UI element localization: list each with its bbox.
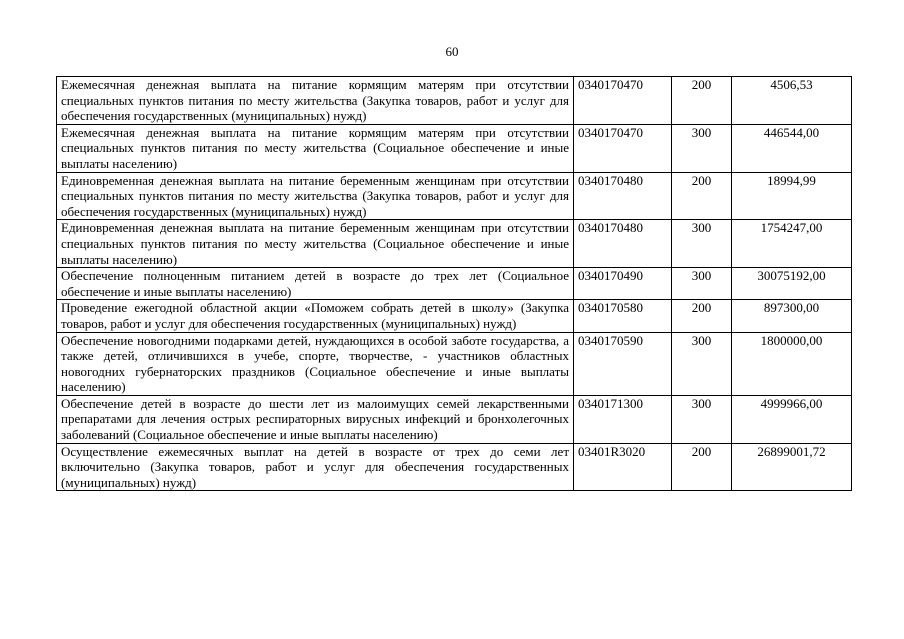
row-amount: 4999966,00 [732, 395, 852, 443]
row-expense-type: 200 [672, 77, 732, 125]
page-number: 60 [445, 44, 459, 59]
row-amount: 30075192,00 [732, 268, 852, 300]
row-target-code: 0340170470 [574, 77, 672, 125]
table-row [57, 300, 852, 332]
row-amount: 1754247,00 [732, 220, 852, 268]
row-description: Проведение ежегодной областной акции «Поможем собрать детей в школу» (Закупка товаров, работ и услуг для обеспечения государственных (муниципальных) нужд) [57, 300, 574, 332]
row-expense-type: 200 [672, 300, 732, 332]
row-target-code: 0340170580 [574, 300, 672, 332]
row-amount: 26899001,72 [732, 443, 852, 491]
row-target-code: 0340170480 [574, 220, 672, 268]
row-amount: 18994,99 [732, 172, 852, 220]
row-expense-type: 300 [672, 268, 732, 300]
row-expense-type: 200 [672, 443, 732, 491]
row-expense-type: 300 [672, 220, 732, 268]
table-row [57, 268, 852, 300]
row-target-code: 0340170470 [574, 124, 672, 172]
table-row [57, 172, 852, 220]
table-row [57, 77, 852, 125]
row-description: Обеспечение полноценным питанием детей в возрасте до трех лет (Социальное обеспечение и иные выплаты населению) [57, 268, 574, 300]
budget-table [56, 76, 852, 491]
row-description: Ежемесячная денежная выплата на питание кормящим матерям при отсутствии специальных пунктов питания по месту жительства (Закупка товаров, работ и услуг для обеспечения государственных (муниципальных) нужд) [57, 77, 574, 125]
row-description: Единовременная денежная выплата на питание беременным женщинам при отсутствии специальных пунктов питания по месту жительства (Социальное обеспечение и иные выплаты населению) [57, 220, 574, 268]
row-description: Обеспечение детей в возрасте до шести лет из малоимущих семей лекарственными препаратами для лечения острых респираторных вирусных инфекций и бронхолегочных заболеваний (Социальное обеспечение и иные выплаты населению) [57, 395, 574, 443]
row-target-code: 0340170490 [574, 268, 672, 300]
row-expense-type: 200 [672, 172, 732, 220]
table-row [57, 124, 852, 172]
row-expense-type: 300 [672, 332, 732, 395]
row-description: Единовременная денежная выплата на питание беременным женщинам при отсутствии специальных пунктов питания по месту жительства (Закупка товаров, работ и услуг для обеспечения государственных (муниципальных) нужд) [57, 172, 574, 220]
table-row [57, 332, 852, 395]
row-target-code: 0340170480 [574, 172, 672, 220]
row-expense-type: 300 [672, 395, 732, 443]
row-description: Ежемесячная денежная выплата на питание кормящим матерям при отсутствии специальных пунктов питания по месту жительства (Социальное обеспечение и иные выплаты населению) [57, 124, 574, 172]
row-target-code: 0340170590 [574, 332, 672, 395]
row-target-code: 03401R3020 [574, 443, 672, 491]
row-expense-type: 300 [672, 124, 732, 172]
row-description: Осуществление ежемесячных выплат на детей в возрасте от трех до семи лет включительно (Закупка товаров, работ и услуг для обеспечения государственных (муниципальных) нужд) [57, 443, 574, 491]
row-amount: 446544,00 [732, 124, 852, 172]
table-row [57, 395, 852, 443]
row-amount: 897300,00 [732, 300, 852, 332]
row-amount: 1800000,00 [732, 332, 852, 395]
table-row [57, 443, 852, 491]
row-amount: 4506,53 [732, 77, 852, 125]
row-target-code: 0340171300 [574, 395, 672, 443]
table-row [57, 220, 852, 268]
row-description: Обеспечение новогодними подарками детей, нуждающихся в особой заботе государства, а также детей, отличившихся в учебе, спорте, творчестве, - участников областных новогодних губернаторских праздников (Социальное обеспечение и иные выплаты населению) [57, 332, 574, 395]
